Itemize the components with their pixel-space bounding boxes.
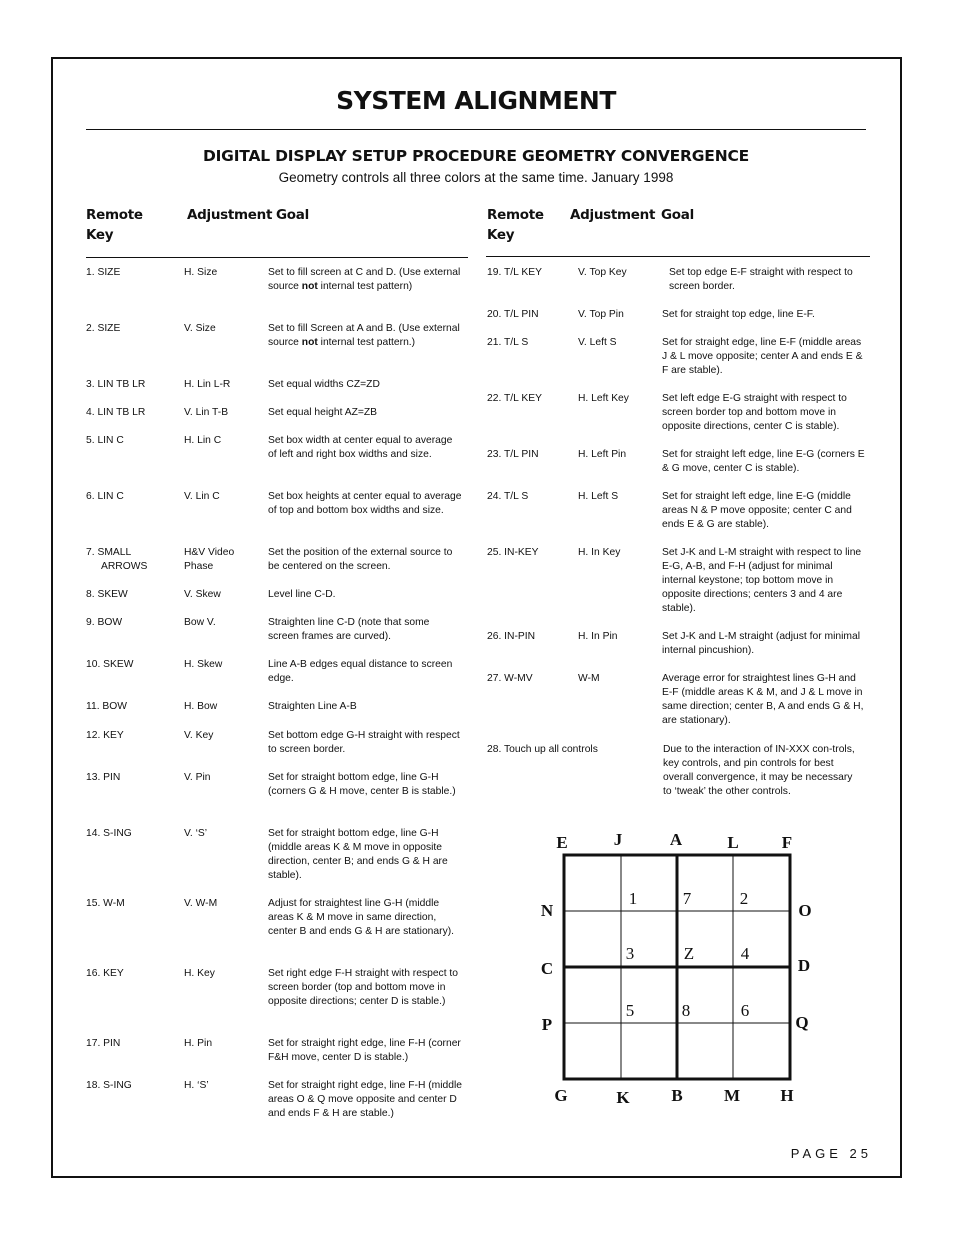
table-row-key: 22. T/L KEY bbox=[487, 393, 542, 404]
table-row-key: 13. PIN bbox=[86, 772, 121, 783]
grid-cell-8: 8 bbox=[681, 1001, 691, 1020]
table-row-adjustment: H. Left Key bbox=[578, 393, 629, 404]
goal-emphasis: not bbox=[301, 281, 318, 292]
key-text: ARROWS bbox=[101, 561, 148, 572]
table-row-goal: Set for straight edge, line E-F (middle areas J & L move opposite; center A and ends E & F are stable). bbox=[662, 337, 863, 376]
grid-label-o: O bbox=[798, 901, 812, 920]
table-row-key: 6. LIN C bbox=[86, 491, 124, 502]
left-header-adjustment: Adjustment bbox=[187, 207, 273, 223]
table-row-goal bbox=[268, 266, 462, 294]
table-row-adjustment bbox=[184, 546, 266, 574]
right-header-goal: Goal bbox=[661, 207, 694, 223]
adjustment-text: Phase bbox=[184, 561, 214, 572]
table-row-adjustment: H. Skew bbox=[184, 659, 223, 670]
table-row-goal: Set for straight right edge, line F-H (middle areas O & Q move opposite and center D and ends F & H are stable.) bbox=[268, 1080, 463, 1119]
table-row-goal: Set for straight right edge, line F-H (corner F&H move, center D is stable.) bbox=[268, 1038, 461, 1063]
table-row-goal: Set left edge E-G straight with respect to screen border top and bottom move in opposite directions, center C is stable). bbox=[662, 393, 847, 432]
grid-label-n: N bbox=[540, 901, 554, 920]
table-row-adjustment: V. Top Key bbox=[578, 267, 627, 278]
grid-label-f: F bbox=[781, 833, 793, 852]
table-row-goal: Set box heights at center equal to average of top and bottom box widths and size. bbox=[268, 491, 462, 516]
grid-cell-7: 7 bbox=[682, 889, 692, 908]
goal-text: internal test pattern) bbox=[317, 281, 413, 292]
table-row-key: 27. W-MV bbox=[487, 673, 533, 684]
table-row-adjustment: V. Pin bbox=[184, 772, 211, 783]
left-header-goal: Goal bbox=[276, 207, 309, 223]
table-row-key: 15. W-M bbox=[86, 898, 125, 909]
table-row-key: 9. BOW bbox=[86, 617, 123, 628]
table-row-adjustment: H. Lin L-R bbox=[184, 379, 231, 390]
section-note: Geometry controls all three colors at the same time. January 1998 bbox=[278, 170, 674, 185]
table-row-key: 14. S-ING bbox=[86, 828, 132, 839]
grid-label-e: E bbox=[556, 833, 568, 852]
left-header-divider bbox=[86, 257, 468, 258]
table-row-goal: Set top edge E-F straight with respect to screen border. bbox=[669, 267, 853, 292]
grid-label-d: D bbox=[797, 956, 811, 975]
table-row-adjustment: H. Key bbox=[184, 968, 215, 979]
table-row-key: 28. Touch up all controls bbox=[487, 744, 598, 755]
table-row-goal: Set for straight left edge, line E-G (middle areas N & P move opposite; center C and ends E & G are stable). bbox=[662, 491, 852, 530]
grid-label-c: C bbox=[540, 959, 554, 978]
table-row-goal bbox=[268, 322, 462, 350]
grid-label-k: K bbox=[616, 1088, 630, 1107]
table-row-key: 3. LIN TB LR bbox=[86, 379, 146, 390]
table-row-adjustment: H. In Pin bbox=[578, 631, 618, 642]
table-row-key: 10. SKEW bbox=[86, 659, 134, 670]
table-row-adjustment: H. Left Pin bbox=[578, 449, 627, 460]
page-number: PAGE 25 bbox=[790, 1146, 872, 1161]
goal-emphasis: not bbox=[301, 337, 318, 348]
table-row-key: 21. T/L S bbox=[487, 337, 529, 348]
table-row-adjustment: V. Size bbox=[184, 323, 216, 334]
right-header-adjustment: Adjustment bbox=[570, 207, 656, 223]
table-row-key: 20. T/L PIN bbox=[487, 309, 539, 320]
table-row-goal: Due to the interaction of IN-XXX con-trols, key controls, and pin controls for best overall convergence, it may be necessary to ‘tweak’ the other controls. bbox=[663, 744, 855, 797]
table-row-key: 24. T/L S bbox=[487, 491, 529, 502]
grid-label-j: J bbox=[613, 830, 623, 849]
right-header-divider bbox=[486, 256, 870, 257]
table-row-adjustment: V. ‘S’ bbox=[184, 828, 208, 839]
table-row-goal: Straighten Line A-B bbox=[268, 701, 357, 712]
grid-cell-6: 6 bbox=[740, 1001, 750, 1020]
table-row-adjustment: H. Pin bbox=[184, 1038, 213, 1049]
table-row-key: 16. KEY bbox=[86, 968, 124, 979]
table-row-adjustment: W-M bbox=[578, 673, 600, 684]
grid-label-b: B bbox=[671, 1086, 683, 1105]
table-row-goal: Line A-B edges equal distance to screen edge. bbox=[268, 659, 453, 684]
table-row-adjustment: V. Top Pin bbox=[578, 309, 624, 320]
goal-text: Set to fill Screen at A and B. (Use external source bbox=[268, 323, 460, 348]
table-row-adjustment: V. Left S bbox=[578, 337, 617, 348]
header-remote-label: Remote bbox=[86, 207, 143, 223]
table-row-key: 12. KEY bbox=[86, 730, 124, 741]
table-row-goal: Set equal height AZ=ZB bbox=[268, 407, 378, 418]
table-row-adjustment: H. Lin C bbox=[184, 435, 222, 446]
grid-cell-5: 5 bbox=[625, 1001, 635, 1020]
table-row-goal: Straighten line C-D (note that some screen frames are curved). bbox=[268, 617, 430, 642]
table-row-key bbox=[86, 546, 181, 574]
table-row-adjustment: Bow V. bbox=[184, 617, 216, 628]
table-row-adjustment: H. ‘S’ bbox=[184, 1080, 209, 1091]
table-row-goal: Level line C-D. bbox=[268, 589, 336, 600]
table-row-key: 4. LIN TB LR bbox=[86, 407, 146, 418]
grid-label-p: P bbox=[541, 1015, 553, 1034]
grid-cell-1: 1 bbox=[628, 889, 638, 908]
goal-text: Set to fill screen at C and D. (Use external source bbox=[268, 267, 461, 292]
table-row-key: 2. SIZE bbox=[86, 323, 121, 334]
table-row-goal: Set box width at center equal to average of left and right box widths and size. bbox=[268, 435, 453, 460]
grid-label-l: L bbox=[727, 833, 739, 852]
table-row-adjustment: V. W-M bbox=[184, 898, 218, 909]
table-row-adjustment: H. Size bbox=[184, 267, 218, 278]
goal-text: internal test pattern.) bbox=[317, 337, 416, 348]
table-row-goal: Set J-K and L-M straight with respect to line E-G, A-B, and F-H (adjust for minimal internal keystone; top bottom move in opposite directions; centers 3 and 4 are stable). bbox=[662, 547, 862, 614]
table-row-goal: Average error for straightest lines G-H and E-F (middle areas K & M, and J & L move in same direction; center B, A and ends G & H, are stationary). bbox=[662, 673, 864, 726]
adjustment-text: H&V Video bbox=[184, 547, 235, 558]
table-row-key: 1. SIZE bbox=[86, 267, 121, 278]
table-row-adjustment: V. Lin C bbox=[184, 491, 220, 502]
grid-label-h: H bbox=[780, 1086, 794, 1105]
table-row-adjustment: V. Key bbox=[184, 730, 214, 741]
grid-label-m: M bbox=[723, 1086, 741, 1105]
table-row-goal: Set J-K and L-M straight (adjust for minimal internal pincushion). bbox=[662, 631, 860, 656]
table-row-adjustment: H. Bow bbox=[184, 701, 218, 712]
table-row-adjustment: V. Lin T-B bbox=[184, 407, 229, 418]
table-row-key: 8. SKEW bbox=[86, 589, 128, 600]
table-row-goal: Set the position of the external source to be centered on the screen. bbox=[268, 547, 453, 572]
table-row-adjustment: H. In Key bbox=[578, 547, 621, 558]
table-row-key: 23. T/L PIN bbox=[487, 449, 539, 460]
grid-cell-4: 4 bbox=[740, 944, 750, 963]
table-row-key: 5. LIN C bbox=[86, 435, 124, 446]
table-row-key: 11. BOW bbox=[86, 701, 128, 712]
grid-label-a: A bbox=[669, 830, 683, 849]
table-row-key: 19. T/L KEY bbox=[487, 267, 542, 278]
table-row-goal: Set equal widths CZ=ZD bbox=[268, 379, 380, 390]
table-row-goal: Set for straight bottom edge, line G-H (corners G & H move, center B is stable.) bbox=[268, 772, 456, 797]
table-row-goal: Set for straight bottom edge, line G-H (middle areas K & M move in opposite direction, center B; and ends G & H are stable). bbox=[268, 828, 448, 881]
page-title: SYSTEM ALIGNMENT bbox=[336, 86, 616, 115]
grid-cell-z: Z bbox=[683, 944, 695, 963]
right-header-remote-key bbox=[487, 205, 544, 245]
grid-label-q: Q bbox=[795, 1013, 809, 1032]
table-row-key: 25. IN-KEY bbox=[487, 547, 539, 558]
table-row-adjustment: V. Skew bbox=[184, 589, 221, 600]
grid-cell-3: 3 bbox=[625, 944, 635, 963]
table-row-key: 17. PIN bbox=[86, 1038, 121, 1049]
table-row-goal: Set right edge F-H straight with respect to screen border (top and bottom move in opposite directions; center D is stable.) bbox=[268, 968, 459, 1007]
alignment-grid-diagram bbox=[530, 825, 830, 1115]
key-text: 7. SMALL bbox=[86, 547, 132, 558]
header-key-label: Key bbox=[487, 227, 515, 243]
table-row-goal: Adjust for straightest line G-H (middle areas K & M move in same direction, center B and ends G & H are stationary). bbox=[268, 898, 455, 937]
left-header-remote-key bbox=[86, 205, 143, 245]
header-remote-label: Remote bbox=[487, 207, 544, 223]
title-divider bbox=[86, 129, 866, 130]
grid-cell-2: 2 bbox=[739, 889, 749, 908]
table-row-adjustment: H. Left S bbox=[578, 491, 619, 502]
grid-label-g: G bbox=[554, 1086, 568, 1105]
table-row-key: 18. S-ING bbox=[86, 1080, 132, 1091]
section-subtitle: DIGITAL DISPLAY SETUP PROCEDURE GEOMETRY CONVERGENCE bbox=[202, 147, 750, 165]
table-row-key: 26. IN-PIN bbox=[487, 631, 536, 642]
header-key-label: Key bbox=[86, 227, 114, 243]
table-row-goal: Set for straight left edge, line E-G (corners E & G move, center C is stable). bbox=[662, 449, 865, 474]
table-row-goal: Set for straight top edge, line E-F. bbox=[662, 309, 815, 320]
table-row-goal: Set bottom edge G-H straight with respect to screen border. bbox=[268, 730, 460, 755]
